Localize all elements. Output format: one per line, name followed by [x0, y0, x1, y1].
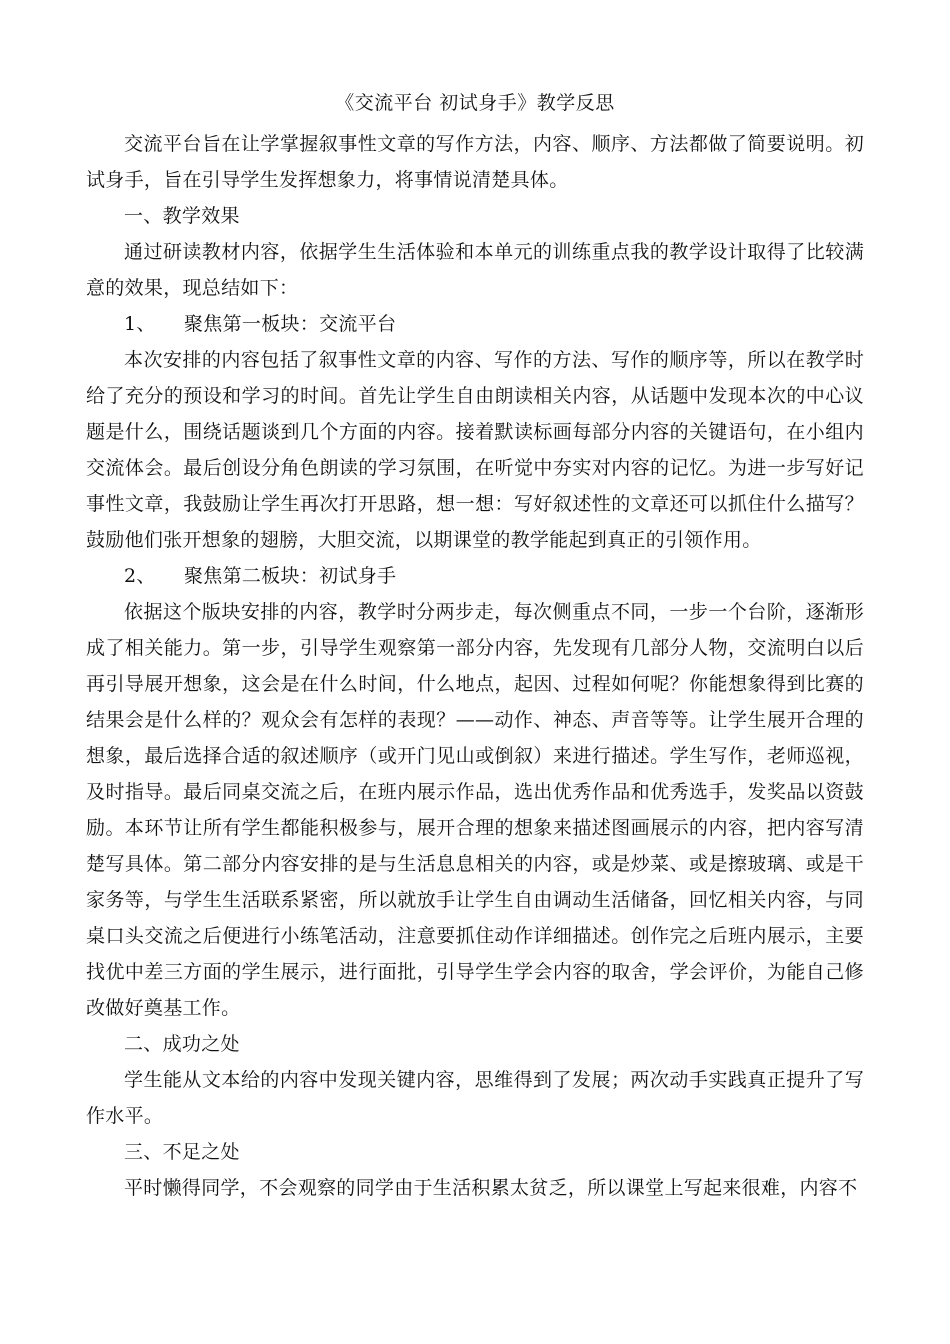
subsection-paragraph-1: 本次安排的内容包括了叙事性文章的内容、写作的方法、写作的顺序等，所以在教学时给了充分的预设和学习的时间。首先让学生自由朗读相关内容，从话题中发现本次的中心议题是什么，围绕话题谈到几个方面的内容。接着默读标画每部分内容的关键语句，在小组内交流体会。最后创设分角色朗读的学习氛围，在听觉中夯实对内容的记忆。为进一步写好记事性文章，我鼓励让学生再次打开思路，想一想：写好叙述性的文章还可以抓住什么描写？鼓励他们张开想象的翅膀，大胆交流，以期课堂的教学能起到真正的引领作用。 — [86, 349, 864, 551]
subsection-heading-1 — [86, 306, 864, 342]
subsection-title-1: 聚焦第一板块：交流平台 — [184, 313, 397, 335]
subsection-heading-2 — [86, 558, 864, 594]
section-heading-teaching-effect: 一、教学效果 — [124, 205, 240, 227]
section-paragraph-success: 学生能从文本给的内容中发现关键内容，思维得到了发展；两次动手实践真正提升了写作水平。 — [86, 1069, 864, 1127]
document-page — [86, 90, 864, 1206]
section-heading-shortcomings: 三、不足之处 — [124, 1141, 240, 1163]
section-paragraph-teaching-effect: 通过研读教材内容，依据学生生活体验和本单元的训练重点我的教学设计取得了比较满意的效果，现总结如下： — [86, 241, 864, 299]
subsection-number-1: 1、 — [124, 313, 156, 335]
subsection-number-2: 2、 — [124, 565, 156, 587]
subsection-title-2: 聚焦第二板块：初试身手 — [184, 565, 397, 587]
document-title: 《交流平台 初试身手》教学反思 — [335, 92, 615, 114]
section-paragraph-shortcomings: 平时懒得同学，不会观察的同学由于生活积累太贫乏，所以课堂上写起来很难，内容不 — [124, 1177, 858, 1199]
intro-paragraph: 交流平台旨在让学掌握叙事性文章的写作方法，内容、顺序、方法都做了简要说明。初试身手，旨在引导学生发挥想象力，将事情说清楚具体。 — [86, 133, 864, 191]
section-heading-success: 二、成功之处 — [124, 1033, 240, 1055]
subsection-paragraph-2: 依据这个版块安排的内容，教学时分两步走，每次侧重点不同，一步一个台阶，逐渐形成了相关能力。第一步，引导学生观察第一部分内容，先发现有几部分人物，交流明白以后再引导展开想象，这会是在什么时间，什么地点，起因、过程如何呢？你能想象得到比赛的结果会是什么样的？观众会有怎样的表现？——动作、神态、声音等等。让学生展开合理的想象，最后选择合适的叙述顺序（或开门见山或倒叙）来进行描述。学生写作，老师巡视，及时指导。最后同桌交流之后，在班内展示作品，选出优秀作品和优秀选手，发奖品以资鼓励。本环节让所有学生都能积极参与，展开合理的想象来描述图画展示的内容，把内容写清楚写具体。第二部分内容安排的是与生活息息相关的内容，或是炒菜、或是擦玻璃、或是干家务等，与学生生活联系紧密，所以就放手让学生自由调动生活储备，回忆相关内容，与同桌口头交流之后便进行小练笔活动，注意要抓住动作详细描述。创作完之后班内展示，主要找优中差三方面的学生展示，进行面批，引导学生学会内容的取舍，学会评价，为能自己修改做好奠基工作。 — [86, 601, 864, 1019]
